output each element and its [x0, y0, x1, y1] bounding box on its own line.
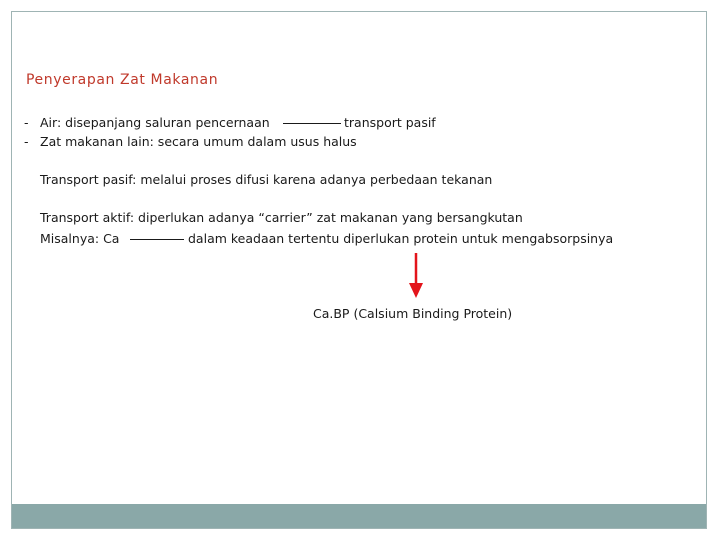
bullet-marker: - [24, 115, 29, 130]
transport-aktif-text: Transport aktif: diperlukan adanya “carrier” zat makanan yang bersangkutan [40, 210, 523, 225]
bullet-air-text: Air: disepanjang saluran pencernaan [40, 115, 270, 130]
footer-bar [12, 504, 706, 528]
transport-pasif-text: Transport pasif: melalui proses difusi karena adanya perbedaan tekanan [40, 172, 493, 187]
down-arrow-icon [408, 253, 424, 299]
slide-title: Penyerapan Zat Makanan [26, 72, 219, 88]
slide [11, 11, 707, 529]
bullet-air-result: transport pasif [344, 115, 436, 130]
cabp-text: Ca.BP (Calsium Binding Protein) [313, 306, 513, 321]
bullet-zat-text: Zat makanan lain: secara umum dalam usus halus [40, 134, 357, 149]
misalnya-text: dalam keadaan tertentu diperlukan protein untuk mengabsorpsinya [188, 231, 614, 246]
misalnya-label: Misalnya: Ca [40, 231, 120, 246]
bullet-marker: - [24, 134, 29, 149]
connector-line [283, 123, 341, 124]
connector-line [130, 239, 184, 240]
